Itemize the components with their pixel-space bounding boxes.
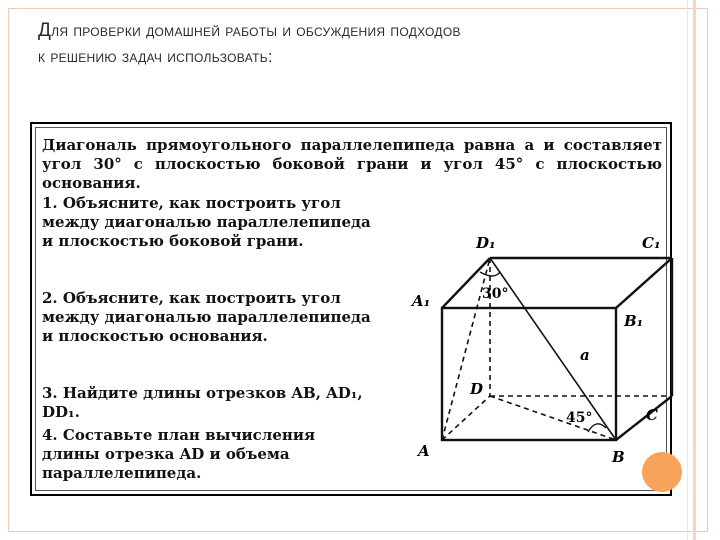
edge-AD-hidden bbox=[442, 396, 490, 440]
label-D1: D₁ bbox=[476, 234, 496, 252]
diagonal-D1B bbox=[490, 258, 616, 440]
label-D: D bbox=[470, 380, 484, 398]
problem-step-2: 2. Объясните, как построить угол между диагональю параллелепипеда и плоскостью основания. bbox=[42, 289, 371, 345]
parallelepiped-figure bbox=[402, 228, 668, 468]
label-B: B bbox=[612, 448, 625, 466]
label-B1: B₁ bbox=[624, 312, 644, 330]
problem-step-4: 4. Составьте план вычисления длины отрезка AD и объема параллелепипеда. bbox=[42, 426, 316, 482]
label-angle-45: 45° bbox=[566, 410, 593, 426]
label-diagonal-a: a bbox=[580, 346, 590, 364]
slide-decor-circle bbox=[642, 452, 682, 492]
label-A1: A₁ bbox=[412, 292, 431, 310]
problem-intro: Диагональ прямоугольного параллелепипеда равна a и составляет угол 30° с плоскостью боковой грани и угол 45° с плоскостью основания. bbox=[42, 136, 662, 192]
parallelepiped-diagram bbox=[402, 228, 668, 468]
problem-statement bbox=[42, 136, 662, 193]
diagonal-hidden-D-B bbox=[490, 396, 616, 440]
slide-title bbox=[38, 18, 678, 70]
edge-BC bbox=[616, 396, 672, 440]
problem-step-1: 1. Объясните, как построить угол между диагональю параллелепипеда и плоскостью боковой грани. bbox=[42, 194, 371, 250]
label-C1: C₁ bbox=[642, 234, 661, 252]
title-capital: Д bbox=[38, 20, 52, 41]
side-decor-line bbox=[687, 0, 688, 540]
label-C: C bbox=[646, 406, 658, 424]
problem-card bbox=[30, 122, 672, 496]
label-angle-30: 30° bbox=[482, 286, 509, 302]
label-A: A bbox=[418, 442, 430, 460]
title-line-2: к решению задач использовать: bbox=[38, 47, 273, 66]
edge-B1C1 bbox=[616, 258, 672, 308]
side-decor-band bbox=[693, 0, 696, 540]
angle-arc-top bbox=[480, 272, 500, 276]
title-line-1: ля проверки домашней работы и обсуждения подходов bbox=[51, 21, 461, 40]
problem-step-3: 3. Найдите длины отрезков AB, AD₁, DD₁. bbox=[42, 384, 363, 421]
